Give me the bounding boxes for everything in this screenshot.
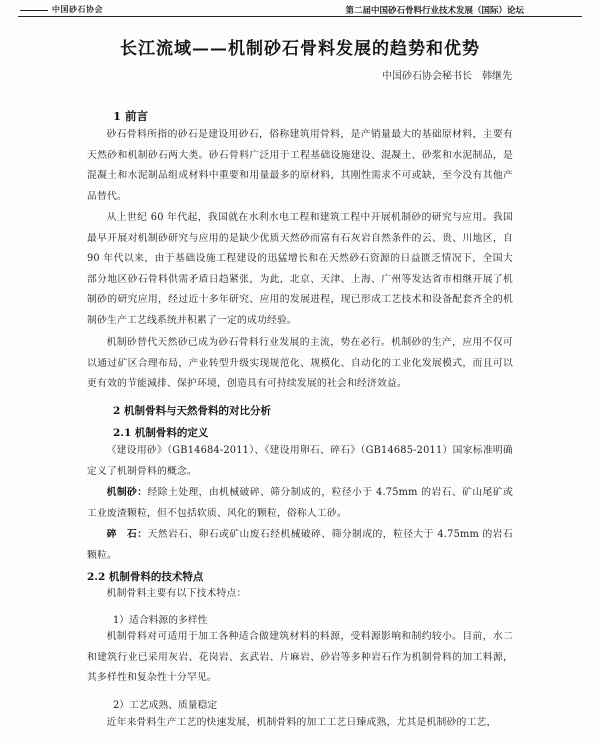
- section-2-1-heading: 2.1 机制骨料的定义: [113, 427, 209, 439]
- definition-crushed-stone-text: 天然岩石、卵石或矿山废石经机械破碎、筛分制成的，粒径大于 4.75mm 的岩石颗粒。: [87, 529, 514, 561]
- section-2-heading: 2 机制骨料与天然骨料的对比分析: [113, 405, 271, 417]
- definition-machine-sand: [87, 483, 513, 524]
- term-crushed-stone: 碎 石：: [106, 529, 148, 540]
- section-1-paragraph-2: 从上世纪 60 年代起，我国就在水利水电工程和建筑工程中开展机制砂的研究与应用。我国最早开展对机制砂研究与应用的是缺少优质天然砂而富有石灰岩自然条件的云、贵、川地区，自 90 年代以来，由于基础设施工程建设的迅猛增长和在天然砂石资源的日益匮乏情况下，全国大部分地区砂石骨料供需矛盾日趋紧张，为此，北京、天津、上海、广州等发达省市相继开展了机制砂的研究应用，经过近十多年研究、应用的发展进程，现已形成工艺技术和设备配套齐全的机制砂生产工艺线系统并积累了一定的成功经验。: [87, 212, 513, 326]
- section-1-heading: 1 前言: [113, 109, 149, 123]
- header-rule-stub: [20, 10, 48, 11]
- feature-item-2-paragraph: 近年来骨料生产工艺的快速发展，机制骨料的加工工艺日臻成熟，尤其是机制砂的工艺，: [106, 717, 497, 728]
- section-2-1-paragraph: 《建设用砂》（GB14684-2011）、《建设用卵石、碎石》（GB14685-2011）国家标准明确定义了机制骨料的概念。: [87, 445, 513, 477]
- feature-item-1-paragraph: 机制骨料对可适用于加工各种适合做建筑材料的料源，受料源影响和制约较小。目前，水二和建筑行业已采用灰岩、花岗岩、玄武岩、片麻岩、砂岩等多种岩石作为机制骨料的加工料源，其多样性和复杂性十分罕见。: [87, 631, 513, 683]
- section-2-2-heading: 2.2 机制骨料的技术特点: [87, 571, 204, 583]
- header-right-text: 第二届中国砂石骨料行业技术发展（国际）论坛: [345, 6, 524, 16]
- term-machine-sand: 机制砂：: [106, 487, 148, 498]
- section-1-paragraph-1: 砂石骨料所指的砂石是建设用砂石，俗称建筑用骨料，是产销量最大的基础原材料，主要有天然砂和机制砂石两大类。砂石骨料广泛用于工程基础设施建设、混凝土、砂浆和水泥制品，是混凝土和水泥制品组成材料中重要和用量最多的原材料，其刚性需求不可或缺，至今没有其他产品替代。: [87, 129, 513, 202]
- paper-title: 长江流域——机制砂石骨料发展的趋势和优势: [120, 39, 480, 59]
- paper-author: 中国砂石协会秘书长 韩继先: [382, 71, 512, 82]
- running-header: [18, 4, 582, 18]
- section-2-2-intro: 机制骨料主要有以下技术特点：: [106, 588, 247, 599]
- feature-item-2: 2）工艺成熟、质量稳定: [113, 700, 218, 711]
- section-1-paragraph-3: 机制砂替代天然砂已成为砂石骨料行业发展的主流，势在必行。机制砂的生产，应用不仅可以通过矿区合理布局，产业转型升级实现规范化、规模化、自动化的工业化发展模式，而且可以更有效的节能減排、保护环境，创造具有可持续发展的社会和经济效益。: [87, 337, 513, 389]
- definition-machine-sand-text: 经除土处理，由机械破碎、筛分制成的，粒径小于 4.75mm 的岩石、矿山尾矿或工业废渣颗粒，但不包括软质、风化的颗粒，俗称人工砂。: [87, 487, 514, 519]
- feature-item-1: 1）适合料源的多样性: [113, 615, 208, 626]
- header-rule: [18, 16, 582, 17]
- header-left-text: 中国砂石协会: [52, 4, 103, 14]
- definition-crushed-stone: [87, 525, 513, 566]
